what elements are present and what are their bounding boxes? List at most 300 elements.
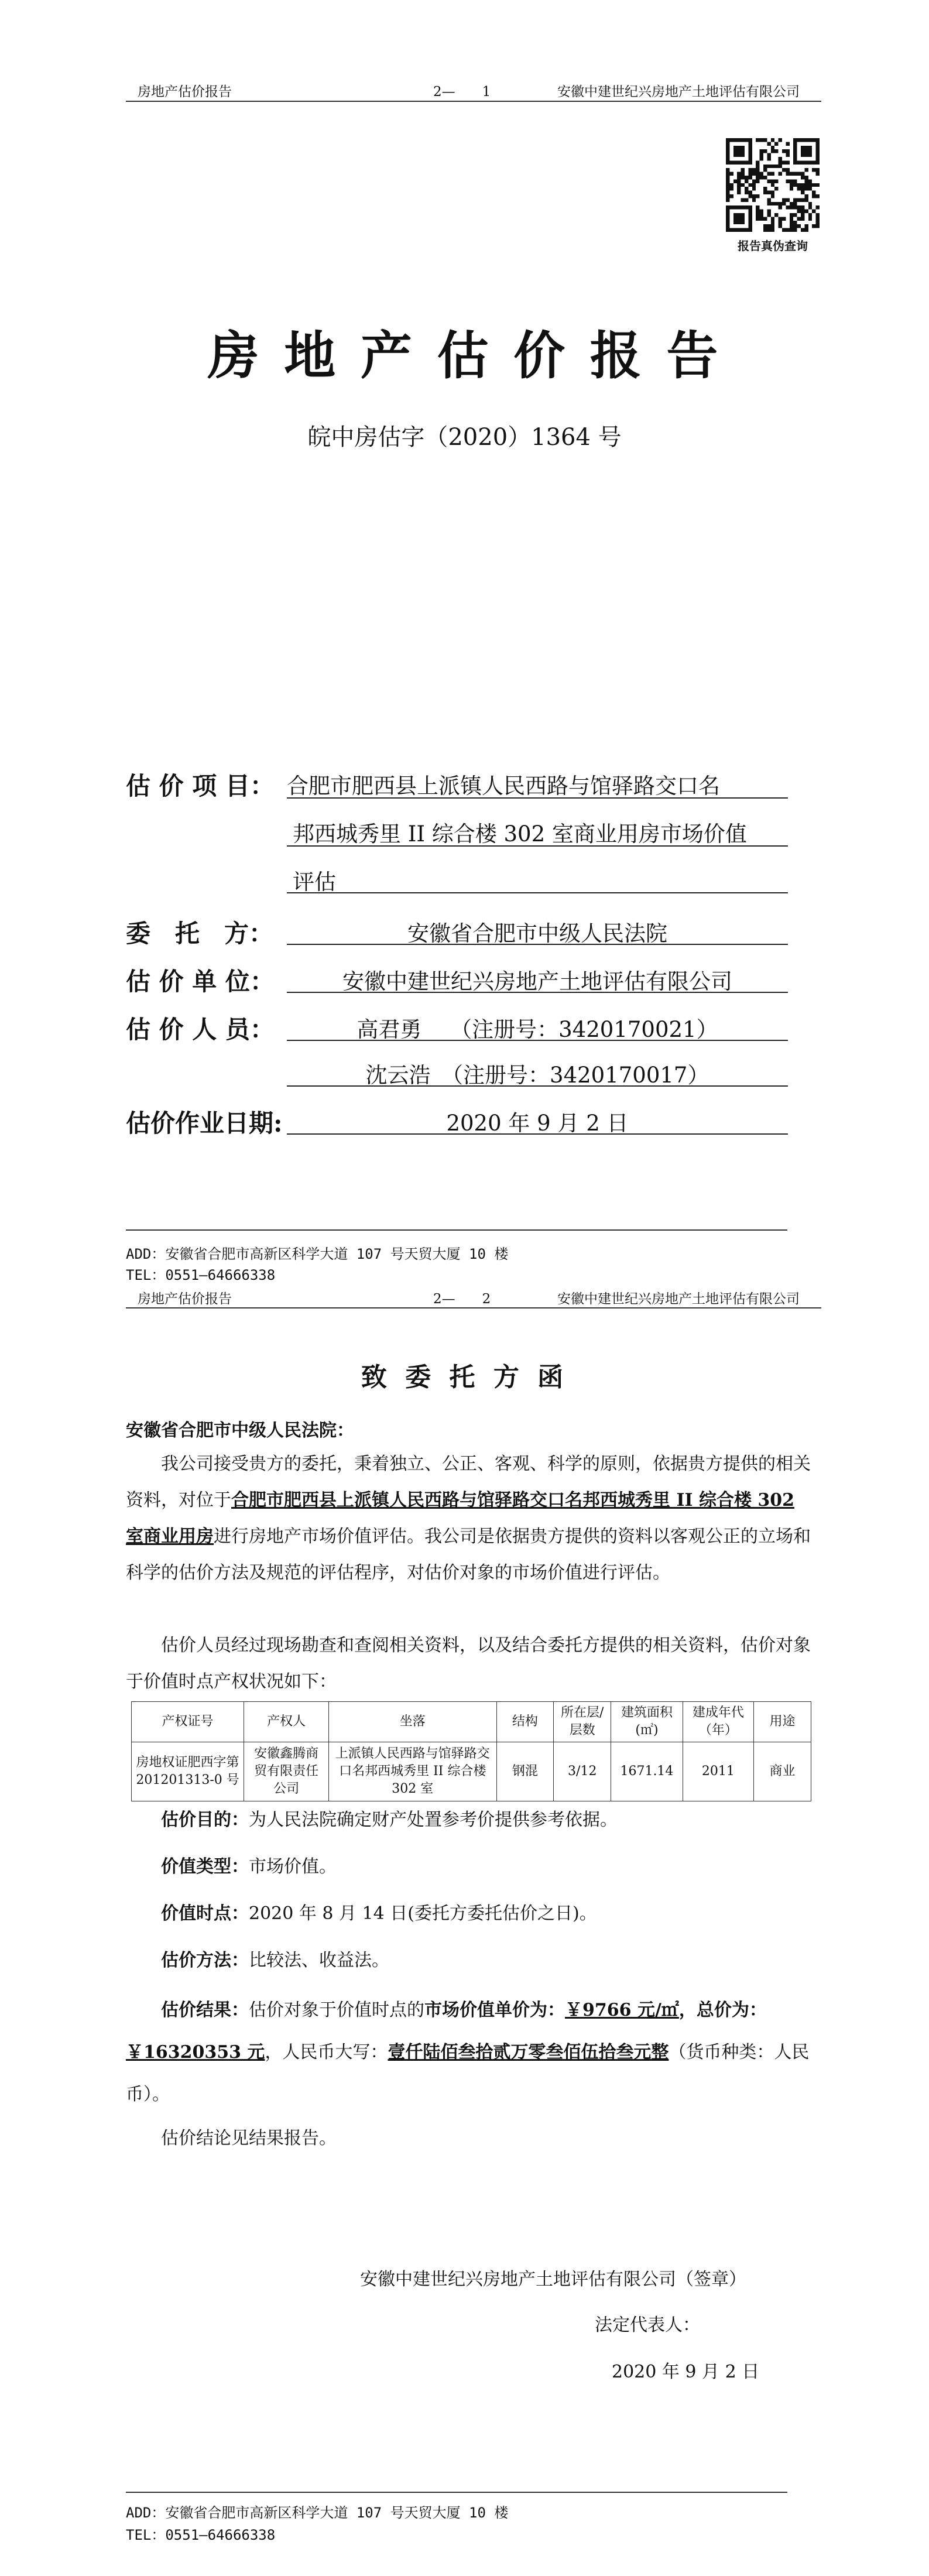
value-time-line — [126, 1896, 811, 1932]
qr-module — [797, 198, 801, 201]
qr-module — [793, 179, 797, 183]
qr-module — [779, 138, 782, 142]
cell-structure: 钢混 — [496, 1742, 554, 1801]
qr-module — [729, 172, 733, 176]
value-time-label: 价值时点： — [161, 1903, 249, 1924]
purpose-value: 为人民法院确定财产处置参考价提供参考依据。 — [249, 1810, 618, 1830]
qr-module — [737, 183, 741, 187]
qr-module — [760, 176, 763, 179]
property-address: 合肥市肥西县上派镇人民西路与馆驿路交口名邦西城秀里 II 综合楼 302 室商业用房 — [126, 1490, 795, 1547]
qr-module — [812, 160, 815, 164]
qr-module — [741, 172, 745, 176]
qr-module — [786, 142, 789, 145]
cell-owner: 安徽鑫腾商贸有限责任公司 — [244, 1742, 329, 1801]
qr-module — [737, 228, 741, 232]
qr-module — [729, 183, 733, 187]
qr-module — [733, 146, 737, 149]
footer-rule — [126, 2492, 787, 2493]
qr-module — [767, 142, 770, 145]
qr-module — [801, 191, 804, 194]
qr-module — [804, 187, 808, 190]
qr-module — [756, 217, 759, 220]
qr-module — [790, 228, 793, 232]
qr-module — [812, 194, 815, 198]
qr-module — [748, 153, 752, 157]
staff-label: 估 价 人 员： — [126, 1015, 275, 1044]
qr-module — [771, 146, 774, 149]
qr-module — [760, 138, 763, 142]
qr-module — [797, 138, 801, 142]
qr-module — [748, 157, 752, 160]
qr-module — [816, 168, 820, 172]
qr-module — [756, 138, 759, 142]
qr-module — [763, 191, 767, 194]
qr-module — [748, 213, 752, 217]
qr-module — [801, 146, 804, 149]
underline — [287, 892, 788, 893]
result-text-c: ，总价为： — [678, 2000, 767, 2020]
qr-module — [748, 142, 752, 145]
qr-module — [767, 179, 770, 183]
qr-module — [771, 191, 774, 194]
header-rule — [126, 101, 821, 102]
qr-module — [745, 179, 748, 183]
qr-module — [767, 228, 770, 232]
qr-module — [767, 165, 770, 168]
qr-module — [804, 168, 808, 172]
qr-module — [793, 202, 797, 205]
header-page-number: 2— 2 — [433, 1292, 491, 1307]
conclusion-line — [126, 2121, 811, 2157]
qr-module — [748, 168, 752, 172]
underline — [287, 992, 788, 993]
qr-module — [808, 213, 812, 217]
qr-module — [726, 194, 729, 198]
qr-module — [804, 224, 808, 228]
qr-module — [793, 138, 797, 142]
qr-module — [793, 205, 797, 209]
qr-module — [808, 202, 812, 205]
qr-module — [745, 160, 748, 164]
qr-module — [774, 179, 778, 183]
qr-module — [816, 146, 820, 149]
qr-module — [801, 228, 804, 232]
qr-module — [816, 217, 820, 220]
cell-year: 2011 — [683, 1742, 753, 1801]
col-location: 坐落 — [329, 1702, 496, 1742]
underline — [287, 1133, 788, 1135]
header-rule — [126, 1307, 821, 1308]
qr-module — [779, 224, 782, 228]
qr-module — [745, 191, 748, 194]
qr-module — [733, 153, 737, 157]
total-price-words: 壹仟陆佰叁拾贰万零叁佰伍拾叁元整 — [388, 2042, 669, 2063]
qr-module — [774, 142, 778, 145]
qr-module — [786, 198, 789, 201]
qr-module — [767, 224, 770, 228]
qr-module — [779, 172, 782, 176]
qr-module — [774, 149, 778, 153]
qr-module — [808, 179, 812, 183]
qr-module — [729, 228, 733, 232]
table-row — [132, 1742, 811, 1801]
qr-module — [790, 183, 793, 187]
value-type-line — [126, 1849, 811, 1885]
underline — [287, 797, 788, 799]
header-right: 安徽中建世纪兴房地产土地评估有限公司 — [557, 84, 800, 100]
qr-module — [741, 217, 745, 220]
qr-module — [752, 183, 756, 187]
intro-paragraph — [126, 1446, 811, 1591]
qr-module — [812, 168, 815, 172]
cell-area: 1671.14 — [611, 1742, 683, 1801]
result-text-b: 市场价值单价为： — [424, 2000, 565, 2020]
qr-module — [729, 194, 733, 198]
qr-module — [756, 210, 759, 213]
qr-module — [801, 217, 804, 220]
status-text: 估价人员经过现场勘查和查阅相关资料，以及结合委托方提供的相关资料，估价对象于价值时点产权状况如下： — [126, 1635, 811, 1692]
qr-module — [779, 217, 782, 220]
signature-date: 2020 年 9 月 2 日 — [612, 2362, 760, 2382]
qr-module — [767, 210, 770, 213]
qr-module — [797, 210, 801, 213]
qr-module — [726, 142, 729, 145]
qr-module — [756, 179, 759, 183]
qr-module — [790, 202, 793, 205]
qr-module — [771, 165, 774, 168]
qr-module — [748, 217, 752, 220]
qr-module — [804, 160, 808, 164]
qr-module — [748, 183, 752, 187]
result-text-d: ，人民币大写： — [265, 2042, 388, 2063]
qr-module — [774, 187, 778, 190]
qr-module — [771, 183, 774, 187]
qr-module — [790, 221, 793, 224]
staff-1: 高君勇 （注册号：3420170021） — [356, 1017, 718, 1042]
qr-module — [760, 213, 763, 217]
total-price: ￥16320353 元 — [126, 2042, 265, 2063]
col-cert-no: 产权证号 — [132, 1702, 244, 1742]
col-use: 用途 — [754, 1702, 811, 1742]
qr-code-icon[interactable] — [726, 138, 820, 232]
qr-module — [726, 168, 729, 172]
qr-module — [816, 153, 820, 157]
qr-module — [804, 153, 808, 157]
cell-cert-no: 房地权证肥西字第201201313-0 号 — [132, 1742, 244, 1801]
qr-module — [797, 172, 801, 176]
qr-module — [786, 228, 789, 232]
qr-module — [756, 213, 759, 217]
qr-module — [748, 221, 752, 224]
qr-module — [733, 213, 737, 217]
qr-module — [816, 157, 820, 160]
qr-module — [752, 172, 756, 176]
qr-module — [774, 213, 778, 217]
qr-module — [816, 183, 820, 187]
qr-module — [801, 213, 804, 217]
qr-module — [733, 138, 737, 142]
result-label: 估价结果： — [161, 2000, 249, 2020]
qr-module — [779, 165, 782, 168]
qr-module — [797, 217, 801, 220]
qr-module — [726, 187, 729, 190]
qr-module — [790, 205, 793, 209]
col-floor: 所在层/层数 — [554, 1702, 611, 1742]
col-year: 建成年代（年） — [683, 1702, 753, 1742]
qr-module — [782, 149, 786, 153]
qr-module — [767, 202, 770, 205]
qr-module — [816, 205, 820, 209]
project-line-2: 邦西城秀里 II 综合楼 302 室商业用房市场价值 — [293, 821, 747, 847]
qr-module — [726, 221, 729, 224]
qr-module — [782, 228, 786, 232]
qr-module — [760, 157, 763, 160]
qr-module — [816, 160, 820, 164]
qr-module — [808, 217, 812, 220]
qr-module — [812, 183, 815, 187]
qr-module — [771, 149, 774, 153]
footer-tel: TEL：0551—64666338 — [126, 1267, 276, 1283]
value-time-value: 2020 年 8 月 14 日(委托方委托估价之日)。 — [249, 1903, 597, 1924]
qr-module — [808, 183, 812, 187]
qr-module — [790, 217, 793, 220]
cell-floor: 3/12 — [554, 1742, 611, 1801]
qr-module — [729, 138, 733, 142]
qr-module — [816, 138, 820, 142]
purpose-line — [126, 1802, 811, 1838]
qr-module — [793, 213, 797, 217]
qr-module — [779, 205, 782, 209]
qr-module — [748, 146, 752, 149]
table-header-row — [132, 1702, 811, 1742]
qr-module — [771, 194, 774, 198]
qr-module — [790, 187, 793, 190]
qr-module — [752, 179, 756, 183]
unit-value: 安徽中建世纪兴房地产土地评估有限公司 — [342, 969, 732, 994]
qr-module — [763, 187, 767, 190]
qr-module — [793, 149, 797, 153]
signature-company: 安徽中建世纪兴房地产土地评估有限公司（签章） — [360, 2269, 746, 2290]
date-value: 2020 年 9 月 2 日 — [446, 1111, 629, 1136]
conclusion-text: 估价结论见结果报告。 — [161, 2128, 337, 2149]
qr-module — [793, 142, 797, 145]
footer-address: ADD：安徽省合肥市高新区科学大道 107 号天贸大厦 10 楼 — [126, 2505, 509, 2521]
qr-module — [737, 176, 741, 179]
qr-module — [733, 228, 737, 232]
underline — [287, 845, 788, 847]
qr-module — [793, 153, 797, 157]
qr-module — [763, 149, 767, 153]
qr-module — [733, 160, 737, 164]
qr-module — [812, 210, 815, 213]
header-page-number: 2— 1 — [433, 84, 491, 100]
staff-2: 沈云浩 （注册号：3420170017） — [365, 1063, 709, 1088]
qr-module — [748, 176, 752, 179]
property-rights-table — [131, 1701, 811, 1801]
qr-module — [797, 183, 801, 187]
letter-title: 致 委 托 方 函 — [361, 1362, 568, 1392]
qr-module — [737, 187, 741, 190]
method-label: 估价方法： — [161, 1950, 249, 1971]
header-left: 房地产估价报告 — [138, 1292, 232, 1307]
qr-module — [812, 191, 815, 194]
result-text-e: （货币种类：人民币）。 — [126, 2042, 810, 2105]
qr-module — [816, 224, 820, 228]
qr-module — [812, 224, 815, 228]
qr-module — [741, 149, 745, 153]
qr-module — [816, 194, 820, 198]
qr-module — [726, 198, 729, 201]
qr-module — [804, 198, 808, 201]
qr-module — [797, 224, 801, 228]
qr-module — [801, 160, 804, 164]
qr-module — [804, 138, 808, 142]
qr-module — [756, 165, 759, 168]
qr-module — [741, 138, 745, 142]
qr-module — [816, 142, 820, 145]
qr-module — [726, 172, 729, 176]
qr-module — [737, 221, 741, 224]
qr-module — [779, 202, 782, 205]
qr-module — [812, 138, 815, 142]
qr-module — [737, 146, 741, 149]
footer-address: ADD：安徽省合肥市高新区科学大道 107 号天贸大厦 10 楼 — [126, 1246, 509, 1262]
qr-module — [741, 160, 745, 164]
qr-module — [745, 176, 748, 179]
qr-module — [771, 228, 774, 232]
qr-module — [793, 160, 797, 164]
qr-module — [763, 165, 767, 168]
qr-module — [801, 183, 804, 187]
qr-module — [808, 160, 812, 164]
qr-module — [793, 183, 797, 187]
qr-module — [726, 153, 729, 157]
qr-module — [745, 187, 748, 190]
qr-module — [726, 210, 729, 213]
qr-module — [808, 153, 812, 157]
qr-module — [808, 146, 812, 149]
qr-module — [763, 168, 767, 172]
qr-module — [801, 138, 804, 142]
qr-module — [726, 183, 729, 187]
qr-module — [763, 176, 767, 179]
client-label: 委 托 方： — [126, 919, 274, 948]
qr-module — [790, 213, 793, 217]
report-number: 皖中房估字（2020）1364 号 — [307, 424, 622, 451]
qr-module — [748, 149, 752, 153]
intro-text-a: 我公司接受贵方的委托，秉着独立、公正、客观、科学的原则，依据贵方提供的相关资料，对位于 — [126, 1454, 811, 1510]
unit-label: 估 价 单 位： — [126, 967, 275, 996]
qr-module — [804, 179, 808, 183]
qr-module — [793, 198, 797, 201]
qr-module — [733, 179, 737, 183]
qr-module — [729, 187, 733, 190]
qr-module — [726, 176, 729, 179]
qr-module — [786, 168, 789, 172]
qr-module — [737, 205, 741, 209]
qr-module — [786, 179, 789, 183]
qr-module — [737, 138, 741, 142]
qr-module — [793, 172, 797, 176]
result-text-a: 估价对象于价值时点的 — [249, 2000, 424, 2020]
qr-module — [733, 217, 737, 220]
qr-module — [767, 172, 770, 176]
qr-module — [752, 198, 756, 201]
qr-module — [767, 198, 770, 201]
cell-location: 上派镇人民西路与馆驿路交口名邦西城秀里 II 综合楼 302 室 — [329, 1742, 496, 1801]
qr-module — [756, 205, 759, 209]
qr-module — [790, 172, 793, 176]
qr-module — [737, 153, 741, 157]
client-value: 安徽省合肥市中级人民法院 — [407, 921, 667, 946]
qr-module — [808, 149, 812, 153]
qr-module — [756, 176, 759, 179]
qr-module — [779, 157, 782, 160]
qr-module — [804, 146, 808, 149]
qr-module — [801, 153, 804, 157]
underline — [287, 1040, 788, 1041]
col-structure: 结构 — [496, 1702, 554, 1742]
qr-module — [726, 213, 729, 217]
qr-module — [797, 187, 801, 190]
qr-caption: 报告真伪查询 — [738, 239, 808, 253]
qr-module — [741, 228, 745, 232]
qr-module — [804, 149, 808, 153]
qr-module — [756, 160, 759, 164]
qr-module — [763, 228, 767, 232]
qr-module — [748, 228, 752, 232]
project-line-3: 评估 — [293, 869, 336, 895]
qr-module — [793, 146, 797, 149]
result-paragraph — [126, 1989, 811, 2116]
qr-module — [726, 228, 729, 232]
footer-rule — [126, 1229, 787, 1231]
qr-module — [801, 176, 804, 179]
qr-module — [760, 210, 763, 213]
qr-module — [729, 205, 733, 209]
qr-module — [745, 198, 748, 201]
qr-module — [737, 172, 741, 176]
qr-module — [726, 157, 729, 160]
qr-module — [745, 205, 748, 209]
qr-module — [748, 194, 752, 198]
method-value: 比较法、收益法。 — [249, 1950, 389, 1971]
report-title: 房 地 产 估 价 报 告 — [207, 325, 722, 386]
intro-text-b: 进行房地产市场价值评估。我公司是依据贵方提供的资料以客观公正的立场和科学的估价方法及规范的评估程序，对估价对象的市场价值进行评估。 — [126, 1526, 811, 1583]
qr-module — [808, 187, 812, 190]
date-label: 估价作业日期: — [126, 1109, 283, 1138]
qr-module — [771, 224, 774, 228]
qr-module — [793, 228, 797, 232]
qr-module — [804, 194, 808, 198]
unit-price: ￥9766 元/㎡ — [565, 2000, 679, 2020]
qr-module — [741, 198, 745, 201]
qr-module — [801, 149, 804, 153]
qr-module — [748, 210, 752, 213]
qr-module — [816, 221, 820, 224]
qr-module — [786, 160, 789, 164]
qr-module — [733, 205, 737, 209]
qr-module — [733, 149, 737, 153]
qr-module — [767, 157, 770, 160]
qr-module — [726, 217, 729, 220]
qr-module — [790, 224, 793, 228]
qr-module — [726, 179, 729, 183]
qr-module — [786, 172, 789, 176]
col-area: 建筑面积(㎡) — [611, 1702, 683, 1742]
status-paragraph — [126, 1628, 811, 1700]
qr-module — [748, 191, 752, 194]
